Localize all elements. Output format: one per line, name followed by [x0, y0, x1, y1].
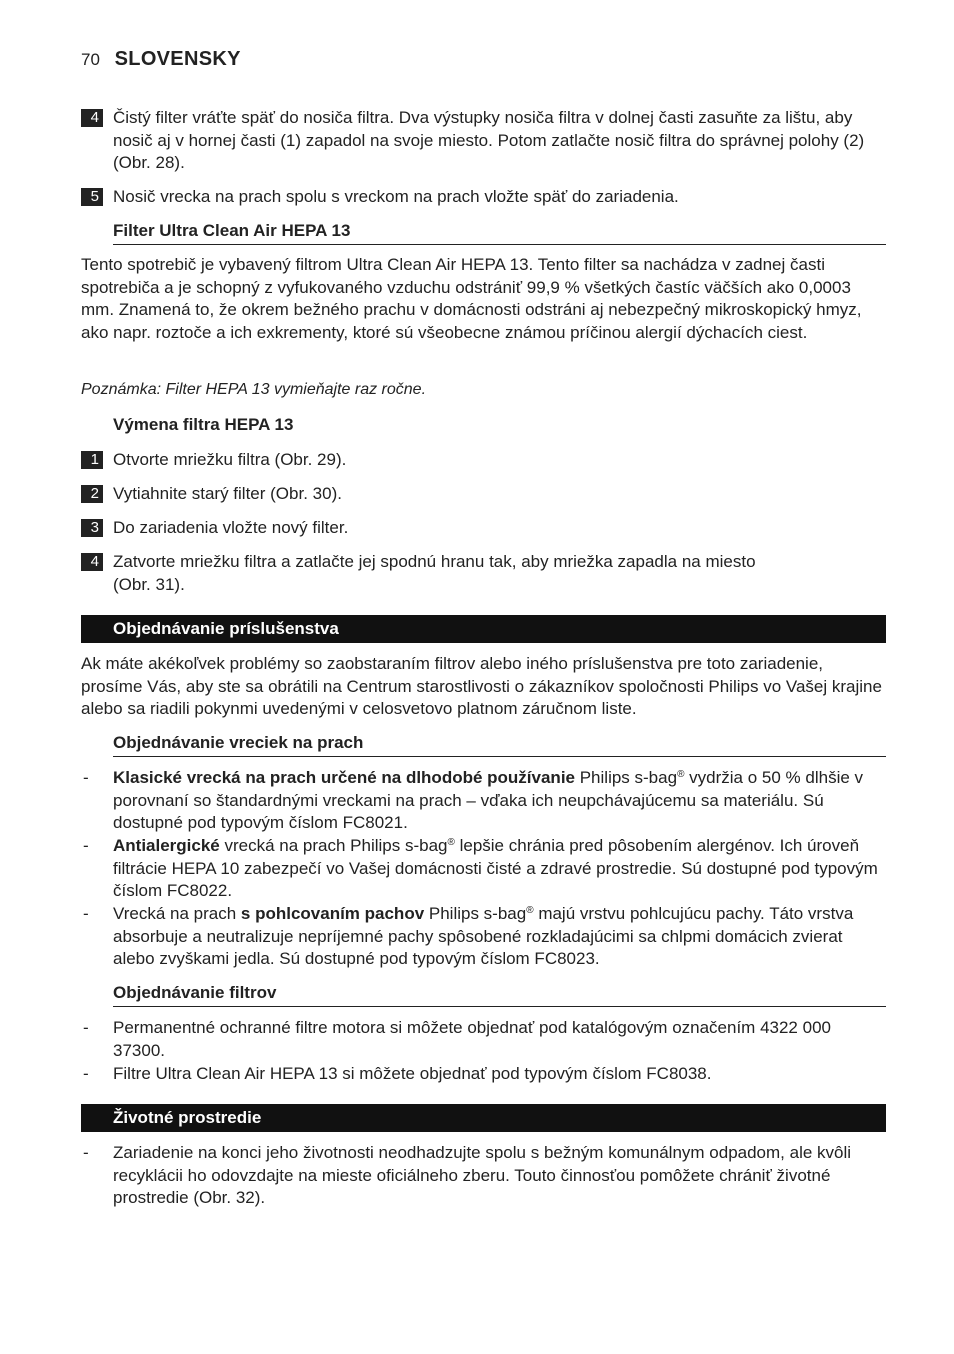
step-number: 4 [81, 109, 103, 127]
step-text: Do zariadenia vložte nový filter. [113, 518, 349, 537]
page-number: 70 [81, 50, 100, 69]
list-item-text: Filtre Ultra Clean Air HEPA 13 si môžete objednať pod typovým číslom FC8038. [113, 1064, 712, 1083]
step-number: 5 [81, 188, 103, 206]
bullet-dash: - [83, 1064, 89, 1083]
list-item [81, 1063, 886, 1086]
step-item [81, 483, 886, 506]
list-item-text: Zariadenie na konci jeho životnosti neodhadzujte spolu s bežným komunálnym odpadom, ale kvôli recyklácii ho odovzdajte na mieste oficiálneho zberu. Touto činnosťou pomôžete chrániť životné prostredie (Obr. 32). [113, 1143, 852, 1208]
section-bar-environment: Životné prostredie [81, 1104, 886, 1132]
list-item [81, 903, 886, 971]
step-number: 4 [81, 553, 103, 571]
bullet-dash: - [83, 904, 89, 923]
step-item [81, 186, 886, 209]
bullet-dash: - [83, 1018, 89, 1037]
list-item-text: Klasické vrecká na prach určené na dlhodobé používanie Philips s-bag® vydržia o 50 % dlhšie v porovnaní so štandardnými vreckami na prach – vďaka ich neupchávajúcemu sa materiálu. Sú dostupné pod typovým číslom FC8021. [113, 768, 864, 833]
list-item [81, 1017, 886, 1062]
accessories-description: Ak máte akékoľvek problémy so zaobstaraním filtrov alebo iného príslušenstva pre toto zariadenie, prosíme Vás, aby ste sa obrátili na Centrum starostlivosti o zákazníkov spoločnosti Philips vo Vašej krajine alebo sa riadili pokynmi uvedenými v celosvetovo platnom záručnom liste. [81, 654, 882, 719]
list-item [81, 767, 886, 835]
step-item [81, 107, 886, 175]
section-bar-accessories: Objednávanie príslušenstva [81, 615, 886, 643]
step-text: Nosič vrecka na prach spolu s vreckom na prach vložte späť do zariadenia. [113, 187, 679, 206]
step-text: Vytiahnite starý filter (Obr. 30). [113, 484, 342, 503]
step-item [81, 449, 886, 472]
step-text: Čistý filter vráťte späť do nosiča filtra. Dva výstupky nosiča filtra v dolnej časti zasuňte za lištu, aby nosič aj v hornej časti (1) zapadol na svoje miesto. Potom zatlačte nosič filtra do správnej polohy (2) (Obr. 28). [113, 108, 865, 173]
step-number: 2 [81, 485, 103, 503]
list-item [81, 1142, 886, 1210]
list-item [81, 835, 886, 903]
bullet-dash: - [83, 768, 89, 787]
section-heading-filters: Objednávanie filtrov [113, 982, 886, 1007]
list-item-text: Permanentné ochranné filtre motora si môžete objednať pod katalógovým označením 4322 000 37300. [113, 1018, 831, 1060]
step-item [81, 551, 886, 596]
hepa-description: Tento spotrebič je vybavený filtrom Ultra Clean Air HEPA 13. Tento filter sa nachádza v zadnej časti spotrebiča a je schopný z vyfukovaného vzduchu odstrániť 99,9 % všetkých častíc väčších ako 0,0003 mm. Znamená to, že okrem bežného prachu v domácnosti odstráni aj nebezpečný mikroskopický hmyz, ako napr. roztoče a ich exkrementy, ktoré sú všeobecne známou príčinou alergií dýchacích ciest. [81, 255, 862, 342]
section-heading-replace: Výmena filtra HEPA 13 [113, 415, 294, 434]
bullet-dash: - [83, 836, 89, 855]
section-heading-bags: Objednávanie vreciek na prach [113, 732, 886, 757]
language-title: SLOVENSKY [114, 48, 241, 70]
section-heading-hepa: Filter Ultra Clean Air HEPA 13 [113, 220, 886, 245]
step-item [81, 517, 886, 540]
step-text: Zatvorte mriežku filtra a zatlačte jej spodnú hranu tak, aby mriežka zapadla na miesto (Obr. 31). [113, 552, 756, 594]
step-number: 3 [81, 519, 103, 537]
step-text: Otvorte mriežku filtra (Obr. 29). [113, 450, 347, 469]
step-number: 1 [81, 451, 103, 469]
page-header [81, 48, 241, 72]
bullet-dash: - [83, 1143, 89, 1162]
hepa-note: Poznámka: Filter HEPA 13 vymieňajte raz ročne. [81, 381, 427, 398]
list-item-text: Antialergické vrecká na prach Philips s-bag® lepšie chránia pred pôsobením alergénov. Ich úroveň filtrácie HEPA 10 zabezpečí vo Vašej domácnosti čisté a zdravé prostredie. Sú dostupné pod typovým číslom FC8022. [113, 836, 878, 901]
list-item-text: Vrecká na prach s pohlcovaním pachov Philips s-bag® majú vrstvu pohlcujúcu pachy. Táto vrstva absorbuje a neutralizuje nepríjemné pachy spôsobené rozkladajúcimi sa chlpmi domácich zvierat alebo zvyškami jedla. Sú dostupné pod typovým číslom FC8023. [113, 904, 854, 969]
